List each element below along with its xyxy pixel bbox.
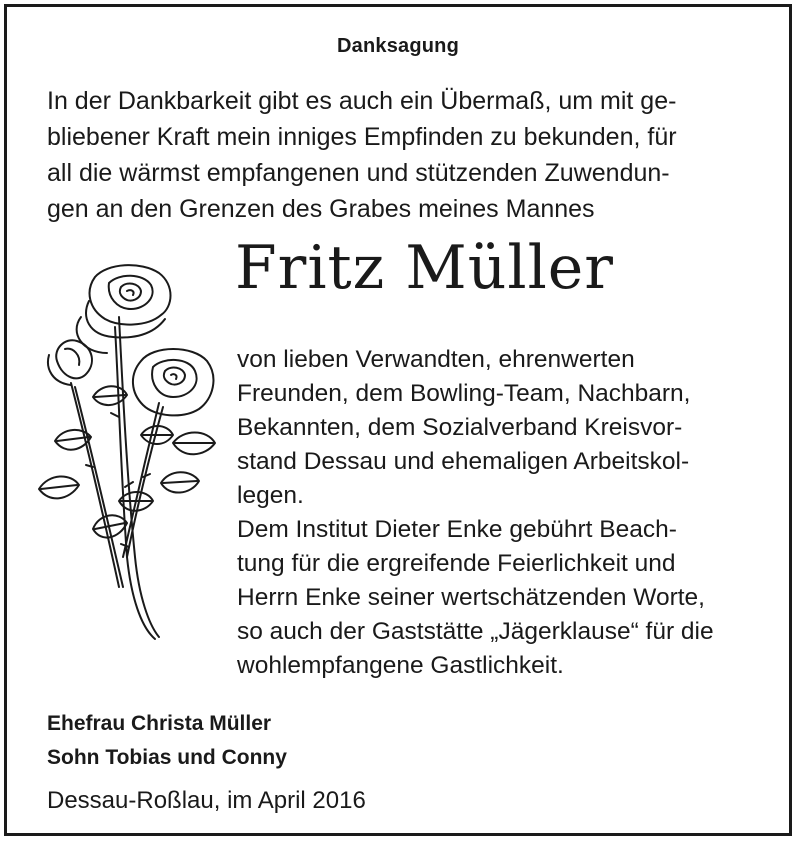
intro-line: bliebener Kraft mein inniges Empfinden zu bekunden, für — [47, 123, 677, 151]
body-line: legen. — [237, 482, 304, 509]
body-line: tung für die ergreifende Feierlichkeit und — [237, 550, 676, 577]
signatory: Ehefrau Christa Müller — [47, 712, 272, 735]
body-line: von lieben Verwandten, ehrenwerten — [237, 346, 635, 373]
signatory: Sohn Tobias und Conny — [47, 746, 287, 769]
deceased-name: Fritz Müller — [235, 233, 614, 303]
thanks-paragraph — [237, 343, 777, 683]
body-line: wohlempfangene Gastlichkeit. — [237, 652, 564, 679]
body-line: Dem Institut Dieter Enke gebührt Beach- — [237, 516, 677, 543]
intro-paragraph — [47, 83, 767, 227]
place-date: Dessau-Roßlau, im April 2016 — [47, 787, 366, 814]
rose-icon — [23, 257, 223, 657]
intro-line: In der Dankbarkeit gibt es auch ein Übermaß, um mit ge- — [47, 87, 677, 115]
death-notice-card — [4, 4, 792, 836]
body-line: so auch der Gaststätte „Jägerklause“ für die — [237, 618, 714, 645]
body-line: stand Dessau und ehemaligen Arbeitskol- — [237, 448, 690, 475]
body-line: Freunden, dem Bowling-Team, Nachbarn, — [237, 380, 691, 407]
signatories — [47, 707, 287, 775]
body-line: Bekannten, dem Sozialverband Kreisvor- — [237, 414, 683, 441]
intro-line: all die wärmst empfangenen und stützenden Zuwendun- — [47, 159, 670, 187]
intro-line: gen an den Grenzen des Grabes meines Mannes — [47, 195, 595, 223]
body-line: Herrn Enke seiner wertschätzenden Worte, — [237, 584, 705, 611]
notice-heading: Danksagung — [336, 35, 460, 57]
